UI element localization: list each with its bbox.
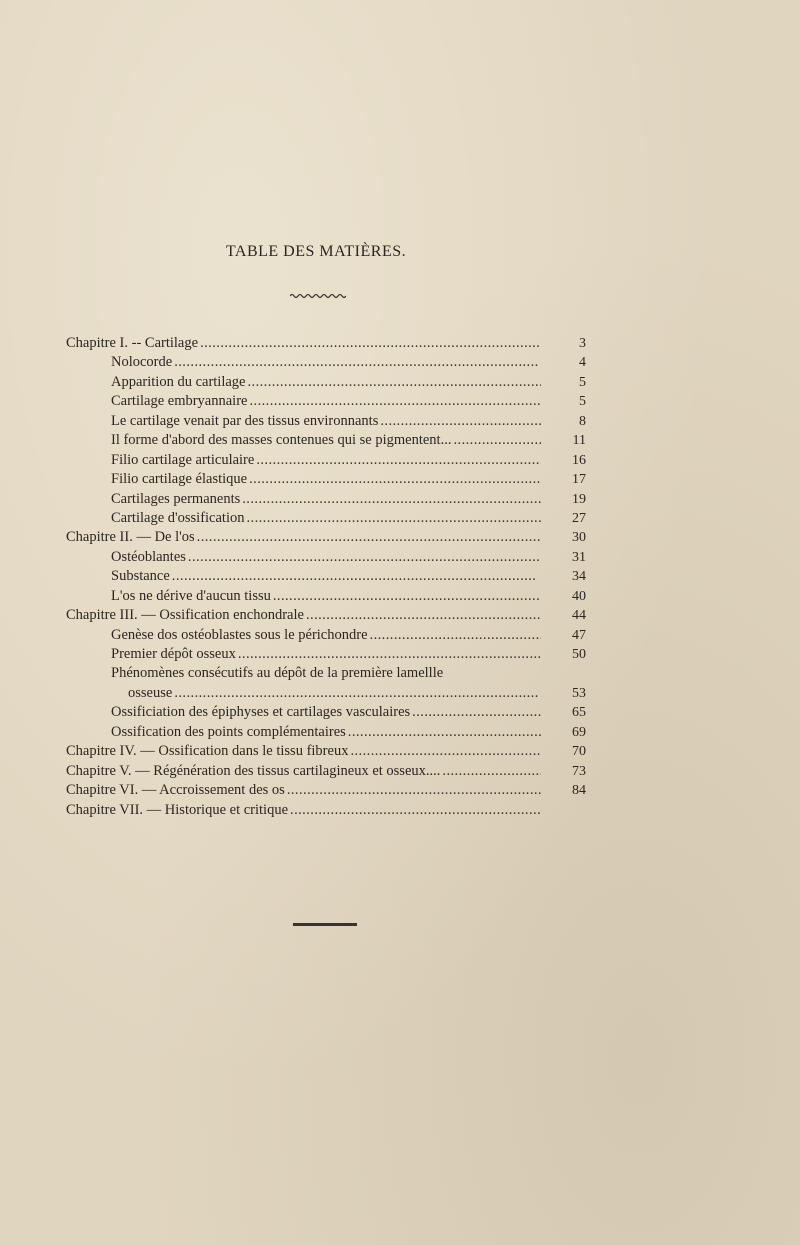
toc-page-number: 11 — [572, 433, 586, 449]
toc-section-entry — [66, 412, 586, 431]
toc-entry-label: L'os ne dérive d'aucun tissu — [111, 587, 271, 604]
toc-page-number: 19 — [572, 491, 586, 507]
toc-entry-label: Chapitre VII. — Historique et critique — [66, 801, 289, 818]
toc-section-entry — [66, 431, 586, 450]
toc-entry-label: Cartilage d'ossification — [111, 509, 245, 526]
toc-page-number: 73 — [572, 763, 586, 779]
toc-page-number: 27 — [572, 510, 586, 526]
toc-entry-label: Phénomènes consécutifs au dépôt de la première lamellle — [111, 665, 444, 682]
dot-leader — [249, 470, 541, 489]
toc-entry-label: Chapitre III. — Ossification enchondrale — [66, 607, 304, 624]
toc-entry-label: Nolocorde — [111, 354, 173, 371]
dot-leader — [348, 723, 541, 742]
dot-leader — [412, 703, 541, 722]
dot-leader — [200, 334, 541, 353]
toc-entry-label: Le cartilage venait par des tissus environnants — [111, 412, 379, 429]
dot-leader — [242, 490, 541, 509]
dot-leader — [380, 412, 541, 431]
toc-section-entry — [66, 451, 586, 470]
toc-page-number: 40 — [572, 588, 586, 604]
toc-page-number: 47 — [572, 627, 586, 643]
toc-chapter-entry — [66, 781, 586, 800]
wavy-ornament — [290, 293, 346, 299]
toc-entry-label: Cartilages permanents — [111, 490, 241, 507]
toc-chapter-entry — [66, 606, 586, 625]
toc-entry-label: Filio cartilage élastique — [111, 471, 248, 488]
toc-section-entry — [66, 664, 586, 683]
toc-entry-label: osseuse — [128, 684, 173, 701]
toc-entry-label: Il forme d'abord des masses contenues qui se pigmentent... — [111, 432, 452, 449]
dot-leader — [442, 762, 541, 781]
toc-entry-label: Ossification des points complémentaires — [111, 723, 346, 740]
dot-leader — [350, 742, 541, 761]
toc-page-number: 3 — [579, 336, 586, 351]
toc-section-entry — [66, 723, 586, 742]
dot-leader — [306, 606, 541, 625]
toc-chapter-entry — [66, 334, 586, 353]
toc-section-entry — [66, 373, 586, 392]
toc-section-entry — [66, 703, 586, 722]
toc-entry-label: Chapitre I. -- Cartilage — [66, 335, 199, 351]
toc-page-number: 5 — [579, 374, 586, 390]
dot-leader — [256, 451, 541, 470]
toc-section-entry — [66, 684, 586, 703]
toc-page-number: 69 — [572, 724, 586, 740]
toc-entry-label: Cartilage embryannaire — [111, 393, 248, 410]
toc-section-entry — [66, 509, 586, 528]
toc-page-number: 44 — [572, 608, 586, 624]
toc-page-number: 84 — [572, 783, 586, 799]
toc-entry-label: Filio cartilage articulaire — [111, 451, 255, 468]
dot-leader — [370, 626, 541, 645]
toc-page-number: 31 — [572, 549, 586, 565]
page-title: TABLE DES MATIÈRES. — [225, 243, 407, 260]
toc-entry-label: Ossificiation des épiphyses et cartilages vasculaires — [111, 704, 411, 721]
toc-chapter-entry — [66, 528, 586, 547]
dot-leader — [174, 353, 541, 372]
toc-section-entry — [66, 470, 586, 489]
dot-leader — [172, 567, 541, 586]
toc-section-entry — [66, 567, 586, 586]
toc-page-number: 34 — [572, 569, 586, 585]
toc-page-number: 16 — [572, 452, 586, 468]
toc-section-entry — [66, 587, 586, 606]
toc-chapter-entry — [66, 762, 586, 781]
toc-entry-label: Substance — [111, 568, 170, 585]
dot-leader — [174, 684, 541, 703]
toc-chapter-entry — [66, 742, 586, 761]
toc-entry-label: Chapitre VI. — Accroissement des os — [66, 782, 285, 799]
toc-page-number: 4 — [579, 355, 586, 371]
dot-leader — [246, 509, 541, 528]
toc-page-number: 65 — [572, 705, 586, 721]
toc-section-entry — [66, 490, 586, 509]
toc-section-entry — [66, 626, 586, 645]
toc-entry-label: Chapitre II. — De l'os — [66, 529, 195, 546]
table-of-contents — [66, 334, 586, 820]
toc-entry-label: Chapitre IV. — Ossification dans le tissu fibreux — [66, 743, 349, 760]
dot-leader — [188, 548, 541, 567]
dot-leader — [238, 645, 541, 664]
closing-rule — [293, 923, 357, 926]
toc-entry-label: Ostéoblantes — [111, 548, 186, 565]
toc-section-entry — [66, 353, 586, 372]
toc-page-number: 17 — [572, 472, 586, 488]
toc-entry-label: Genèse dos ostéoblastes sous le périchondre — [111, 626, 368, 643]
toc-section-entry — [66, 548, 586, 567]
toc-page-number: 53 — [572, 685, 586, 701]
dot-leader — [290, 801, 541, 820]
toc-page-number: 30 — [572, 530, 586, 546]
toc-section-entry — [66, 392, 586, 411]
toc-entry-label: Premier dépôt osseux — [111, 646, 236, 662]
dot-leader — [249, 392, 541, 411]
toc-page-number: 50 — [572, 647, 586, 662]
toc-entry-label: Chapitre V. — Régénération des tissus cartilagineux et osseux.... — [66, 762, 441, 779]
dot-leader — [453, 431, 541, 450]
toc-section-entry — [66, 645, 586, 664]
toc-page-number: 70 — [572, 744, 586, 760]
dot-leader — [287, 781, 541, 800]
dot-leader — [273, 587, 541, 606]
dot-leader — [197, 528, 541, 547]
toc-page-number: 8 — [579, 413, 586, 429]
toc-page-number: 5 — [579, 394, 586, 410]
toc-chapter-entry — [66, 801, 586, 820]
toc-entry-label: Apparition du cartilage — [111, 373, 246, 390]
dot-leader — [247, 373, 541, 392]
